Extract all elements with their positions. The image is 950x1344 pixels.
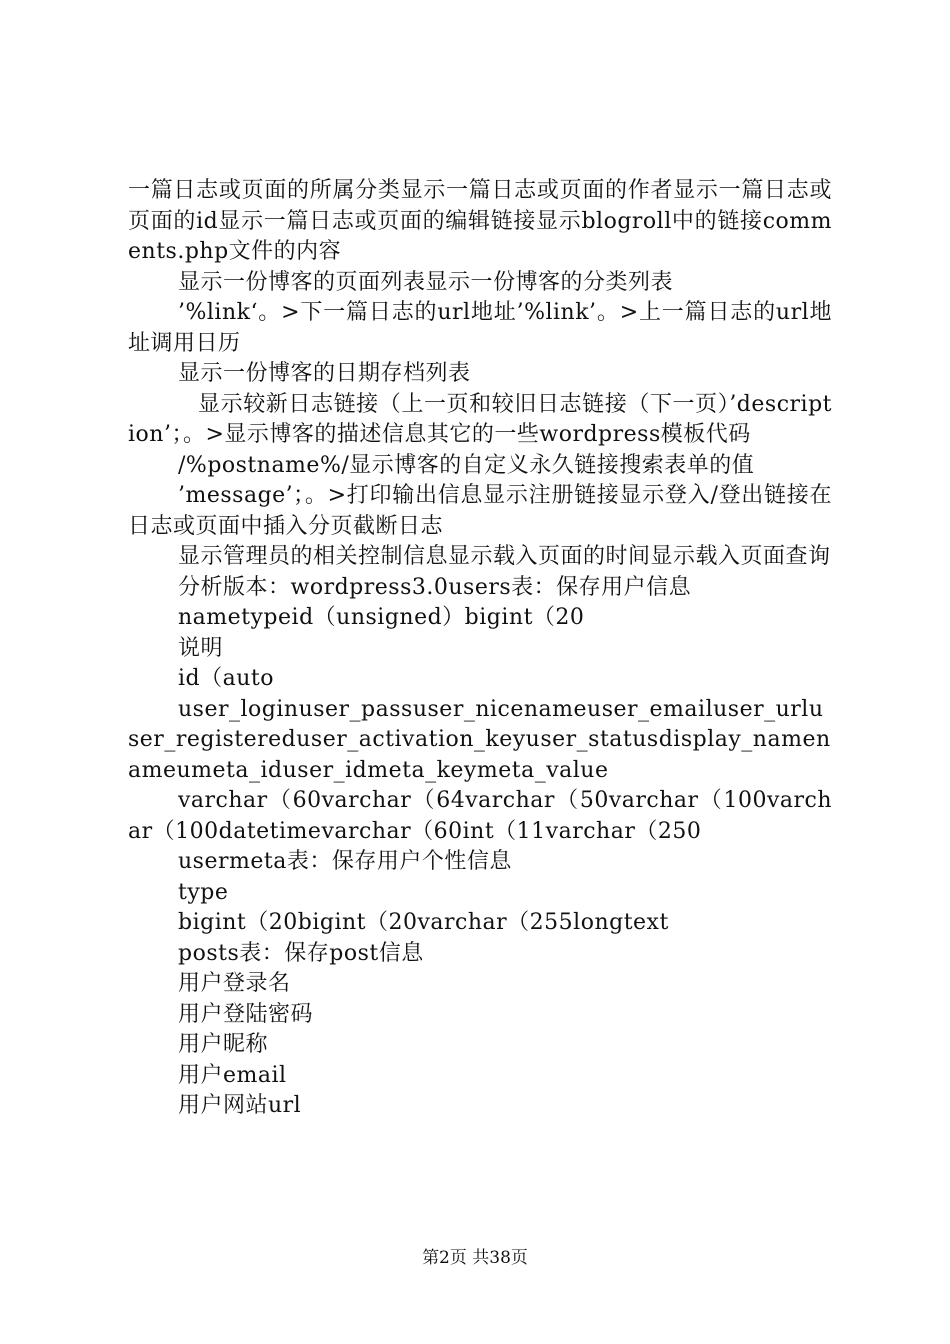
paragraph: nametypeid（unsigned）bigint（20 [178,605,585,630]
paragraph: user_loginuser_passuser_nicenameuser_emailuser_urluser_registereduser_activation_keyuser_statusdisplay_namenameumeta_iduser_idmeta_keymeta_value [128,696,831,783]
paragraph: 说明 [178,635,224,661]
paragraph: 用户email [178,1062,287,1088]
paragraph: posts表：保存post信息 [178,940,424,966]
paragraph: 一篇日志或页面的所属分类显示一篇日志或页面的作者显示一篇日志或页面的id显示一篇日志或页面的编辑链接显示blogroll中的链接comments.php文件的内容 [128,178,832,264]
document-body [128,176,832,1122]
paragraph: type [178,879,229,905]
paragraph: ’message’；。>打印输出信息显示注册链接显示登入/登出链接在日志或页面中插入分页截断日志 [128,483,832,539]
paragraph: varchar（60varchar（64varchar（50varchar（100varchar（100datetimevarchar（60int（11varchar（250 [128,788,832,844]
paragraph: 显示管理员的相关控制信息显示载入页面的时间显示载入页面查询 [178,544,831,569]
paragraph: /%postname%/显示博客的自定义永久链接搜索表单的值 [178,452,755,478]
paragraph: 显示一份博客的日期存档列表 [178,361,471,386]
paragraph: id（auto [178,666,274,691]
paragraph: 用户网站url [178,1093,302,1118]
paragraph: 显示较新日志链接（上一页和较旧日志链接（下一页）’description’；。>显示博客的描述信息其它的一些wordpress模板代码 [128,391,832,447]
paragraph: usermeta表：保存用户个性信息 [178,849,512,874]
paragraph: 用户登陆密码 [178,1001,314,1027]
paragraph: 分析版本：wordpress3.0users表：保存用户信息 [178,574,692,600]
page-number-footer: 第2页 共38页 [422,1248,528,1268]
paragraph: 用户昵称 [178,1032,269,1057]
paragraph: bigint（20bigint（20varchar（255longtext [178,910,669,935]
paragraph: 显示一份博客的页面列表显示一份博客的分类列表 [178,269,674,295]
paragraph: ’%link‘。>下一篇日志的url地址’%link’。>上一篇日志的url地址调用日历 [128,300,832,356]
paragraph: 用户登录名 [178,971,291,996]
